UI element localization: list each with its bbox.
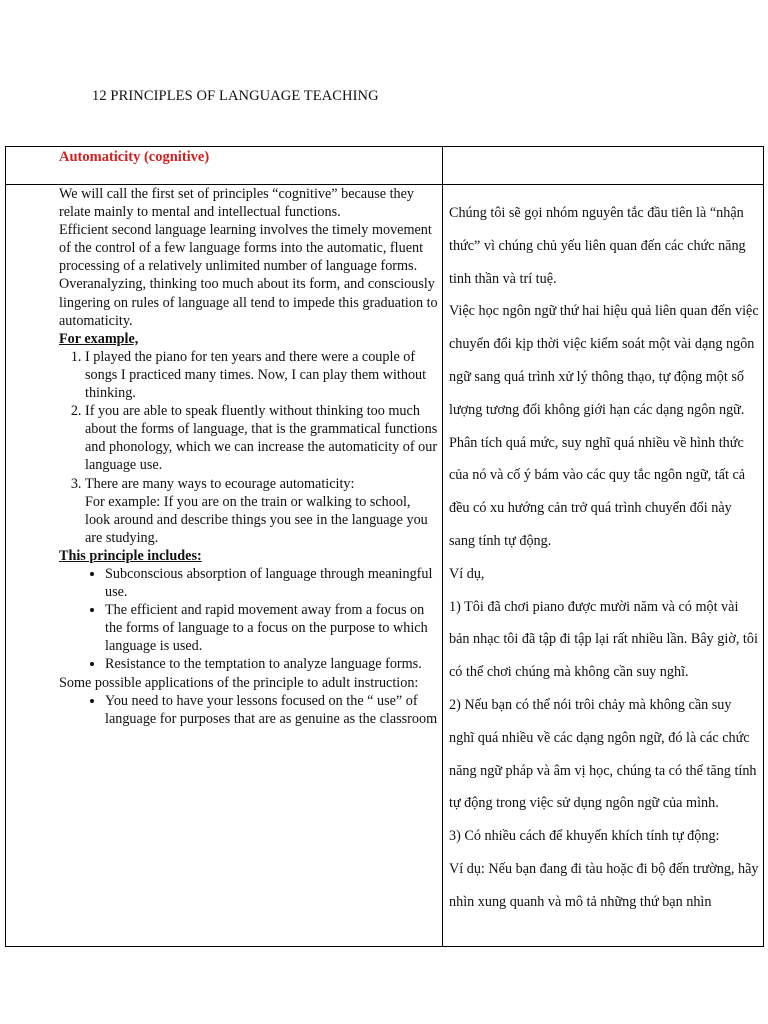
includes-list bbox=[59, 565, 438, 674]
vi-paragraph-2: Việc học ngôn ngữ thứ hai hiệu quả liên quan đến việc chuyển đổi kịp thời việc kiểm soát một vài dạng ngôn ngữ sang quá trình xử lý thông thạo, tự động một số lượng tương đối không giới hạn các dạng ngôn ngữ. Phân tích quá mức, suy nghĩ quá nhiều về hình thức của nó và cố ý bám vào các quy tắc ngôn ngữ, tất cả đều có xu hướng cản trở quá trình chuyển đổi này sang tính tự động. bbox=[449, 303, 759, 549]
includes-item-2: • The efficient and rapid movement away from a focus on the forms of language to a focus on the purpose to which language is used. bbox=[105, 601, 438, 655]
for-example-heading: For example, bbox=[59, 330, 139, 347]
principles-table bbox=[5, 146, 764, 947]
intro-paragraph-1: We will call the first set of principles “cognitive” because they relate mainly to mental and intellectual functions. bbox=[59, 186, 414, 221]
example-item-3 bbox=[85, 475, 438, 547]
vietnamese-column bbox=[443, 185, 764, 947]
includes-item-1: • Subconscious absorption of language through meaningful use. bbox=[105, 565, 438, 601]
application-item-1: • You need to have your lessons focused on the “ use” of language for purposes that are as genuine as the classroom bbox=[105, 692, 438, 728]
vi-paragraph-6: 3) Có nhiều cách để khuyến khích tính tự động: bbox=[449, 828, 720, 845]
applications-intro: Some possible applications of the principle to adult instruction: bbox=[59, 674, 419, 691]
applications-list bbox=[59, 692, 438, 728]
example-item-2: 2. If you are able to speak fluently without thinking too much about the forms of language, that is the grammatical functions and phonology, which we can increase the automaticity of our language use. bbox=[85, 402, 438, 474]
intro-paragraph-2: Efficient second language learning involves the timely movement of the control of a few language forms into the automatic, fluent processing of a relatively unlimited number of language forms. Overanalyzing, thinking too much about its form, and consciously lingering on rules of language all tend to impede this graduation to automaticity. bbox=[59, 222, 438, 329]
section-heading: Automaticity (cognitive) bbox=[59, 149, 210, 165]
example-item-3-text: There are many ways to ecourage automaticity: bbox=[85, 475, 355, 492]
header-cell-right bbox=[443, 147, 764, 185]
header-cell-left bbox=[6, 147, 443, 185]
example-item-1: 1. I played the piano for ten years and there were a couple of songs I practiced many times. Now, I can play them without thinking. bbox=[85, 348, 438, 402]
vi-paragraph-1: Chúng tôi sẽ gọi nhóm nguyên tắc đầu tiên là “nhận thức” vì chúng chủ yếu liên quan đến các chức năng tinh thần và trí tuệ. bbox=[449, 205, 746, 287]
vi-paragraph-7: Ví dụ: Nếu bạn đang đi tàu hoặc đi bộ đến trường, hãy nhìn xung quanh và mô tả những thứ bạn nhìn bbox=[449, 860, 759, 910]
table-header-row bbox=[6, 147, 764, 185]
table-body-row bbox=[6, 185, 764, 947]
vi-paragraph-4: 1) Tôi đã chơi piano được mười năm và có một vài bản nhạc tôi đã tập đi tập lại rất nhiều lần. Bây giờ, tôi có thể chơi chúng mà không cần suy nghĩ. bbox=[449, 598, 758, 681]
vi-paragraph-3: Ví dụ, bbox=[449, 565, 485, 582]
english-column bbox=[6, 185, 443, 947]
includes-item-3: • Resistance to the temptation to analyze language forms. bbox=[105, 655, 438, 673]
vi-paragraph-5: 2) Nếu bạn có thể nói trôi chảy mà không cần suy nghĩ quá nhiều về các dạng ngôn ngữ, đó là các chức năng ngữ pháp và âm vị học, chúng ta có thể tăng tính tự động trong việc sử dụng ngôn ngữ của mình. bbox=[449, 696, 757, 812]
example-item-3-detail: For example: If you are on the train or walking to school, look around and describe things you see in the language you are studying. bbox=[85, 493, 428, 546]
page-title: 12 PRINCIPLES OF LANGUAGE TEACHING bbox=[92, 88, 379, 104]
examples-list bbox=[59, 348, 438, 547]
includes-heading: This principle includes: bbox=[59, 547, 202, 564]
